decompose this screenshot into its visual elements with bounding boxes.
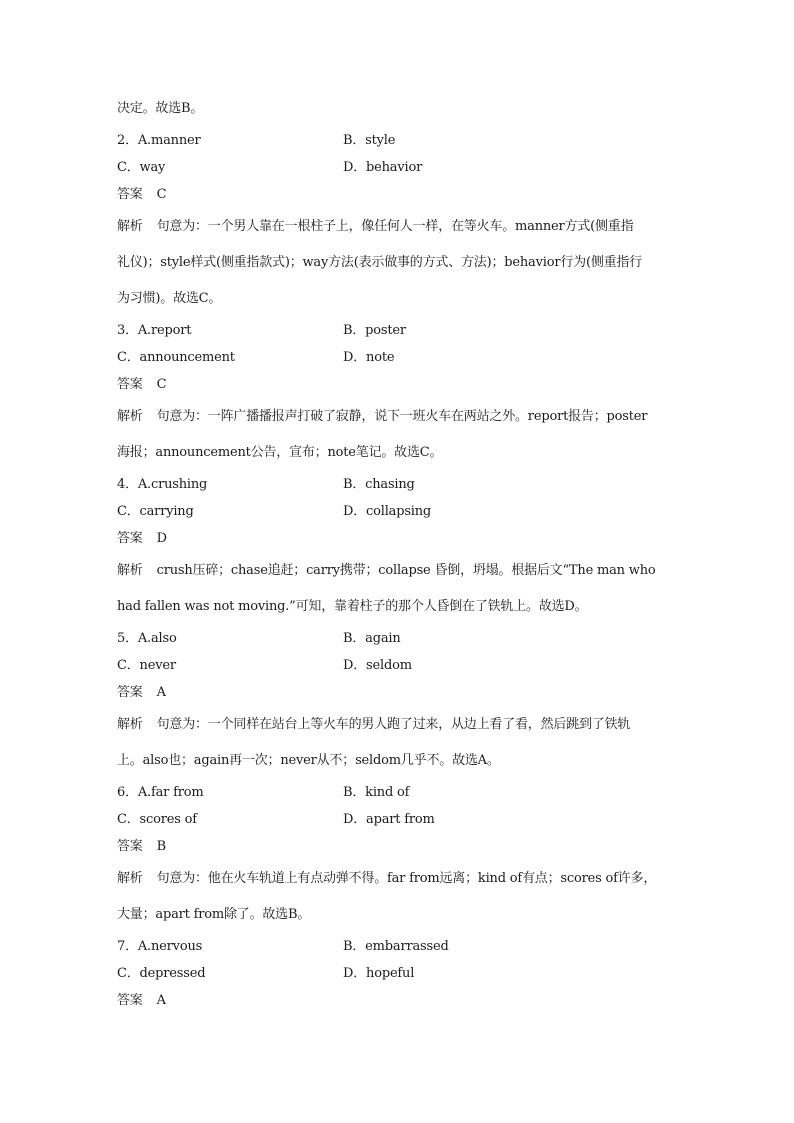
explanation-text: 句意为：一个同样在站台上等火车的男人跑了过来，从边上看了看，然后跳到了铁轨 [156,717,631,732]
option-d: D．hopeful [343,966,415,981]
explanation-line: 为习惯)。故选C。 [117,291,222,306]
option-d: D．apart from [343,812,435,827]
answer-line [117,684,682,702]
answer-value: C [156,187,167,202]
answer-label: 答案 [117,685,143,700]
explanation-line [117,716,682,734]
explanation-line [117,218,682,236]
answer-line [117,530,682,548]
explanation-line: had fallen was not moving.”可知，靠着柱子的那个人昏倒在了铁轨上。故选D。 [117,599,588,614]
explanation-line: 大量；apart from除了。故选B。 [117,907,311,922]
option-c: C．carrying [117,504,194,519]
answer-value: B [156,839,166,854]
option-b: B．again [343,631,401,646]
explanation-line: 礼仪)；style样式(侧重指款式)；way方法(表示做事的方式、方法)；behavior行为(侧重指行 [117,255,643,270]
option-d: D．note [343,350,395,365]
answer-label: 答案 [117,377,143,392]
explanation-line [117,870,682,888]
option-b: B．chasing [343,477,415,492]
option-a: 5．A.also [117,631,177,646]
option-d: D．behavior [343,160,423,175]
option-b: B．kind of [343,785,410,800]
option-d: D．seldom [343,658,412,673]
option-b: B．embarrassed [343,939,449,954]
option-a: 4．A.crushing [117,477,208,492]
explanation-text: crush压碎；chase追赶；carry携带；collapse 昏倒，坍塌。根据后文“The man who [156,563,656,578]
explanation-text: 句意为：一阵广播播报声打破了寂静，说下一班火车在两站之外。report报告；poster [156,409,648,424]
answer-label: 答案 [117,187,143,202]
option-a: 6．A.far from [117,785,204,800]
answer-label: 答案 [117,531,143,546]
answer-label: 答案 [117,839,143,854]
option-a: 2．A.manner [117,133,201,148]
option-a: 7．A.nervous [117,939,203,954]
explanation-line: 上。also也；again再一次；never从不；seldom几乎不。故选A。 [117,753,500,768]
answer-line [117,992,682,1010]
answer-line [117,376,682,394]
explanation-text: 句意为：他在火车轨道上有点动弹不得。far from远离；kind of有点；scores of许多， [156,871,657,886]
option-c: C．never [117,658,176,673]
explanation-line [117,408,682,426]
answer-value: A [156,685,166,700]
option-c: C．scores of [117,812,197,827]
answer-line [117,838,682,856]
explanation-label: 解析 [117,409,143,424]
answer-value: A [156,993,166,1008]
answer-value: D [156,531,167,546]
explanation-line [117,562,682,580]
explanation-label: 解析 [117,871,143,886]
answer-label: 答案 [117,993,143,1008]
text-line: 决定。故选B。 [117,101,204,116]
explanation-label: 解析 [117,563,143,578]
option-c: C．way [117,160,166,175]
option-b: B．style [343,133,396,148]
option-b: B．poster [343,323,406,338]
explanation-line: 海报；announcement公告，宣布；note笔记。故选C。 [117,445,443,460]
answer-value: C [156,377,167,392]
option-c: C．depressed [117,966,206,981]
explanation-text: 句意为：一个男人靠在一根柱子上，像任何人一样，在等火车。manner方式(侧重指 [156,219,634,234]
option-d: D．collapsing [343,504,432,519]
explanation-label: 解析 [117,717,143,732]
option-c: C．announcement [117,350,235,365]
answer-line [117,186,682,204]
option-a: 3．A.report [117,323,192,338]
explanation-label: 解析 [117,219,143,234]
